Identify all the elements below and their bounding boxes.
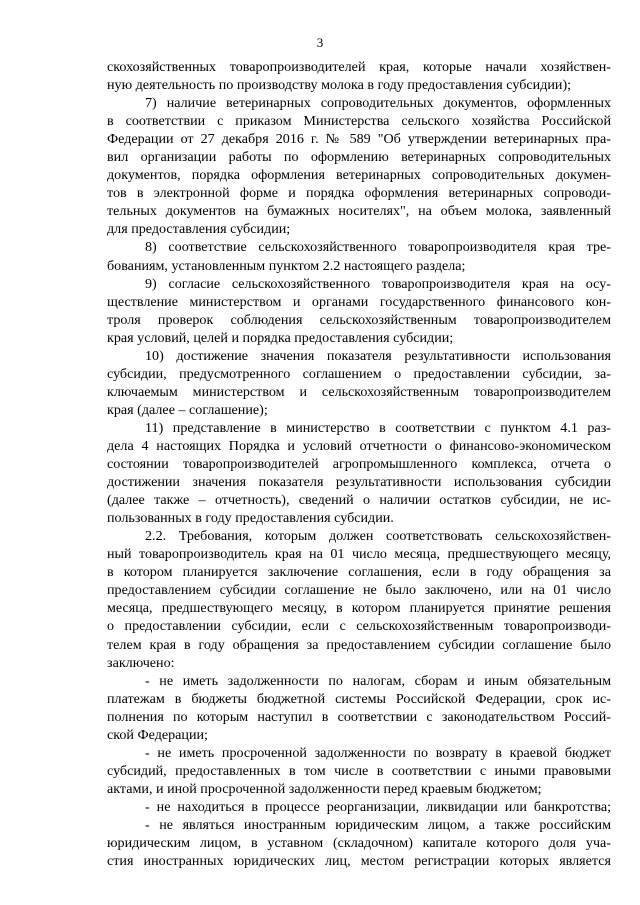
text-line: пользованных в году предоставления субсидии. (107, 510, 394, 527)
text-line: о предоставлении субсидии, если с сельскохозяйственным товаропроизводи- (107, 618, 611, 635)
text-line: месяца, предшествующего месяцу, в котором планируется принятие решения (107, 600, 611, 617)
text-line: телем края в году обращения за предоставлением субсидии соглашение было (107, 636, 611, 653)
text-line: ную деятельность по производству молока в году предоставления субсидии); (107, 77, 572, 94)
text-line: полнения по которым наступил в соответствии с законодательством Россий- (107, 708, 611, 725)
text-line: ществление министерством и органами государственного финансового кон- (107, 293, 611, 310)
text-line: - не являться иностранным юридическим лицом, а также российским (145, 816, 611, 833)
text-line: 10) достижение значения показателя результативности использования (145, 347, 611, 364)
text-line: актами, и иной просроченной задолженности перед краевым бюджетом; (107, 780, 542, 797)
text-line: тельных документов на бумажных носителях", на объем молока, заявленный (107, 203, 611, 220)
text-line: ключаемым министерством и сельскохозяйственным товаропроизводителем (107, 383, 611, 400)
text-line: 11) представление в министерство в соответствии с пунктом 4.1 раз- (145, 419, 611, 436)
text-line: для предоставления субсидии; (107, 221, 291, 238)
text-line: вил организации работы по оформлению ветеринарных сопроводительных (107, 149, 611, 166)
text-line: 2.2. Требования, которым должен соответствовать сельскохозяйствен- (145, 528, 611, 545)
text-line: юридическим лицом, в уставном (складочном) капитале которого доля уча- (107, 835, 611, 852)
text-line: края условий, целей и порядка предоставления субсидии; (107, 329, 454, 346)
text-line: в котором планируется заключение соглашения, если в году обращения за (107, 564, 611, 581)
document-body (107, 58, 611, 870)
text-line: платежам в бюджеты бюджетной системы Российской Федерации, срок ис- (107, 690, 611, 707)
text-line: дела 4 настоящих Порядка и условий отчетности о финансово-экономическом (107, 437, 611, 454)
text-line: заключено: (107, 654, 175, 671)
text-line: тов в электронной форме и порядка оформления ветеринарных сопроводи- (107, 185, 611, 202)
text-line: состоянии товаропроизводителей агропромышленного комплекса, отчета о (107, 456, 611, 473)
text-line: стия иностранных юридических лиц, местом регистрации которых является (107, 853, 611, 870)
text-line: бованиям, установленным пунктом 2.2 настоящего раздела; (107, 257, 466, 274)
text-line: - не иметь просроченной задолженности по возврату в краевой бюджет (145, 744, 611, 761)
text-line: края (далее – соглашение); (107, 401, 268, 418)
text-line: достижении значения показателя результативности использования субсидии (107, 474, 611, 491)
text-line: 7) наличие ветеринарных сопроводительных документов, оформленных (145, 95, 611, 112)
text-line: документов, порядка оформления ветеринарных сопроводительных докумен- (107, 167, 611, 184)
text-line: - не иметь задолженности по налогам, сборам и иным обязательным (145, 672, 611, 689)
text-line: Федерации от 27 декабря 2016 г. № 589 "Об утверждении ветеринарных пра- (107, 131, 611, 148)
text-line: в соответствии с приказом Министерства сельского хозяйства Российской (107, 113, 611, 130)
text-line: троля проверок соблюдения сельскохозяйственным товаропроизводителем (107, 311, 611, 328)
text-line: предоставлением субсидии соглашение не было заключено, или на 01 число (107, 582, 611, 599)
text-line: скохозяйственных товаропроизводителей края, которые начали хозяйствен- (107, 59, 611, 75)
text-line: 8) соответствие сельскохозяйственного товаропроизводителя края тре- (145, 239, 611, 256)
text-line: ской Федерации; (107, 726, 208, 743)
text-line: ный товаропроизводитель края на 01 число месяца, предшествующего месяцу, (107, 546, 611, 563)
text-line: 9) согласие сельскохозяйственного товаропроизводителя края на осу- (145, 275, 611, 292)
text-line: субсидии, предусмотренного соглашением о предоставлении субсидии, за- (107, 365, 611, 382)
text-line: субсидий, предоставленных в том числе в соответствии с иными правовыми (107, 762, 611, 779)
page-number: 3 (316, 35, 324, 50)
text-line: (далее также – отчетность), сведений о наличии остатков субсидии, не ис- (107, 492, 611, 509)
text-line: - не находиться в процессе реорганизации, ликвидации или банкротства; (145, 798, 611, 815)
